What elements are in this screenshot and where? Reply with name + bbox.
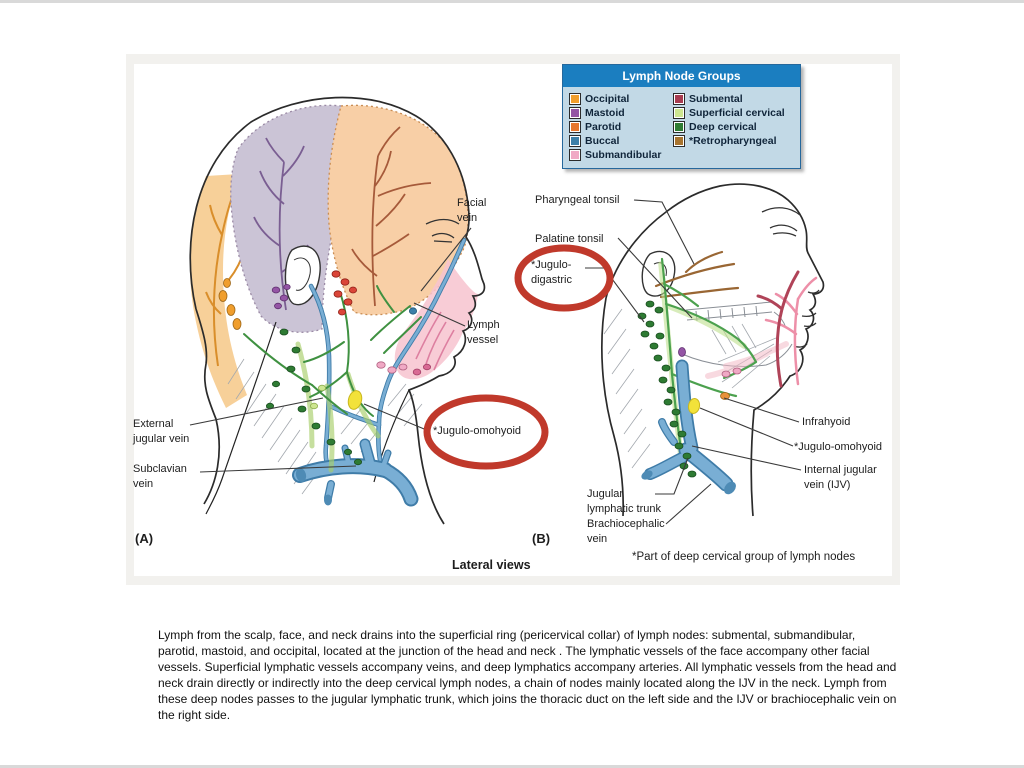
label-facial-vein: Facial vein [457, 197, 487, 224]
label-jugulo-omohyoid-b: *Jugulo-omohyoid [794, 441, 883, 453]
label-brachiocephalic-vein: Brachiocephalic vein [587, 518, 665, 545]
buccal-swatch [569, 135, 581, 147]
legend-item-superficial-cervical: Superficial cervical [673, 107, 796, 119]
lymph-node-groups-legend [562, 64, 801, 169]
label-internal-jugular-vein: Internal jugular vein (IJV) [804, 464, 877, 491]
figure-panel [126, 54, 900, 585]
label-infrahyoid: Infrahyoid [802, 416, 851, 428]
submandibular-swatch [569, 149, 581, 161]
slide-caption: Lymph from the scalp, face, and neck drains into the superficial ring (pericervical collar) of lymph nodes: submental, submandibular, parotid, mastoid, and occipital, located at the junction of the head and neck . The lymphatic vessels of the face accompany other facial vessels. Superficial lymphatic vessels accompany veins, and deep lymphatics accompany arteries. All lymphatic vessels from the head and neck drain directly or indirectly into the deep cervical lymph nodes, a chain of nodes mainly located along the IJV in the neck. Lymph from these deep nodes passes to the jugular lymphatic trunk, which joins the thoracic duct on the left side and the IJV or brachiocephalic vein on the right side. [158, 628, 897, 722]
legend-item-occipital: Occipital [569, 93, 673, 105]
legend-item-retropharyngeal: *Retropharyngeal [673, 135, 796, 147]
label-palatine-tonsil: Palatine tonsil [535, 233, 604, 245]
label-subclavian-vein: Subclavian vein [133, 463, 187, 490]
slide-top-edge [0, 0, 1024, 3]
occipital-swatch [569, 93, 581, 105]
label-pharyngeal-tonsil: Pharyngeal tonsil [535, 194, 620, 206]
deep-cervical-swatch [673, 121, 685, 133]
legend-title: Lymph Node Groups [563, 65, 800, 87]
legend-item-buccal: Buccal [569, 135, 673, 147]
legend-item-mastoid: Mastoid [569, 107, 673, 119]
label-lymph-vessel: Lymph vessel [467, 319, 500, 346]
mastoid-swatch [569, 107, 581, 119]
lateral-views-label: Lateral views [452, 558, 531, 572]
label-jugular-lymphatic-trunk: Jugular lymphatic trunk [587, 488, 661, 515]
superficial-cervical-swatch [673, 107, 685, 119]
parotid-swatch [569, 121, 581, 133]
label-jugulo-omohyoid-a: *Jugulo-omohyoid [433, 425, 522, 437]
submental-swatch [673, 93, 685, 105]
label-jugulo-digastric: *Jugulo- digastric [531, 259, 572, 286]
label-external-jugular-vein: External jugular vein [133, 418, 190, 445]
legend-item-submandibular: Submandibular [569, 149, 673, 161]
legend-item-parotid: Parotid [569, 121, 673, 133]
figure-a-art [190, 97, 545, 524]
legend-item-submental: Submental [673, 93, 796, 105]
legend-body [563, 87, 800, 168]
panel-letter-b: (B) [532, 531, 551, 546]
retropharyngeal-swatch [673, 135, 685, 147]
panel-letter-a: (A) [135, 531, 154, 546]
deep-cervical-footnote: *Part of deep cervical group of lymph nodes [632, 551, 856, 563]
legend-item-deep-cervical: Deep cervical [673, 121, 796, 133]
